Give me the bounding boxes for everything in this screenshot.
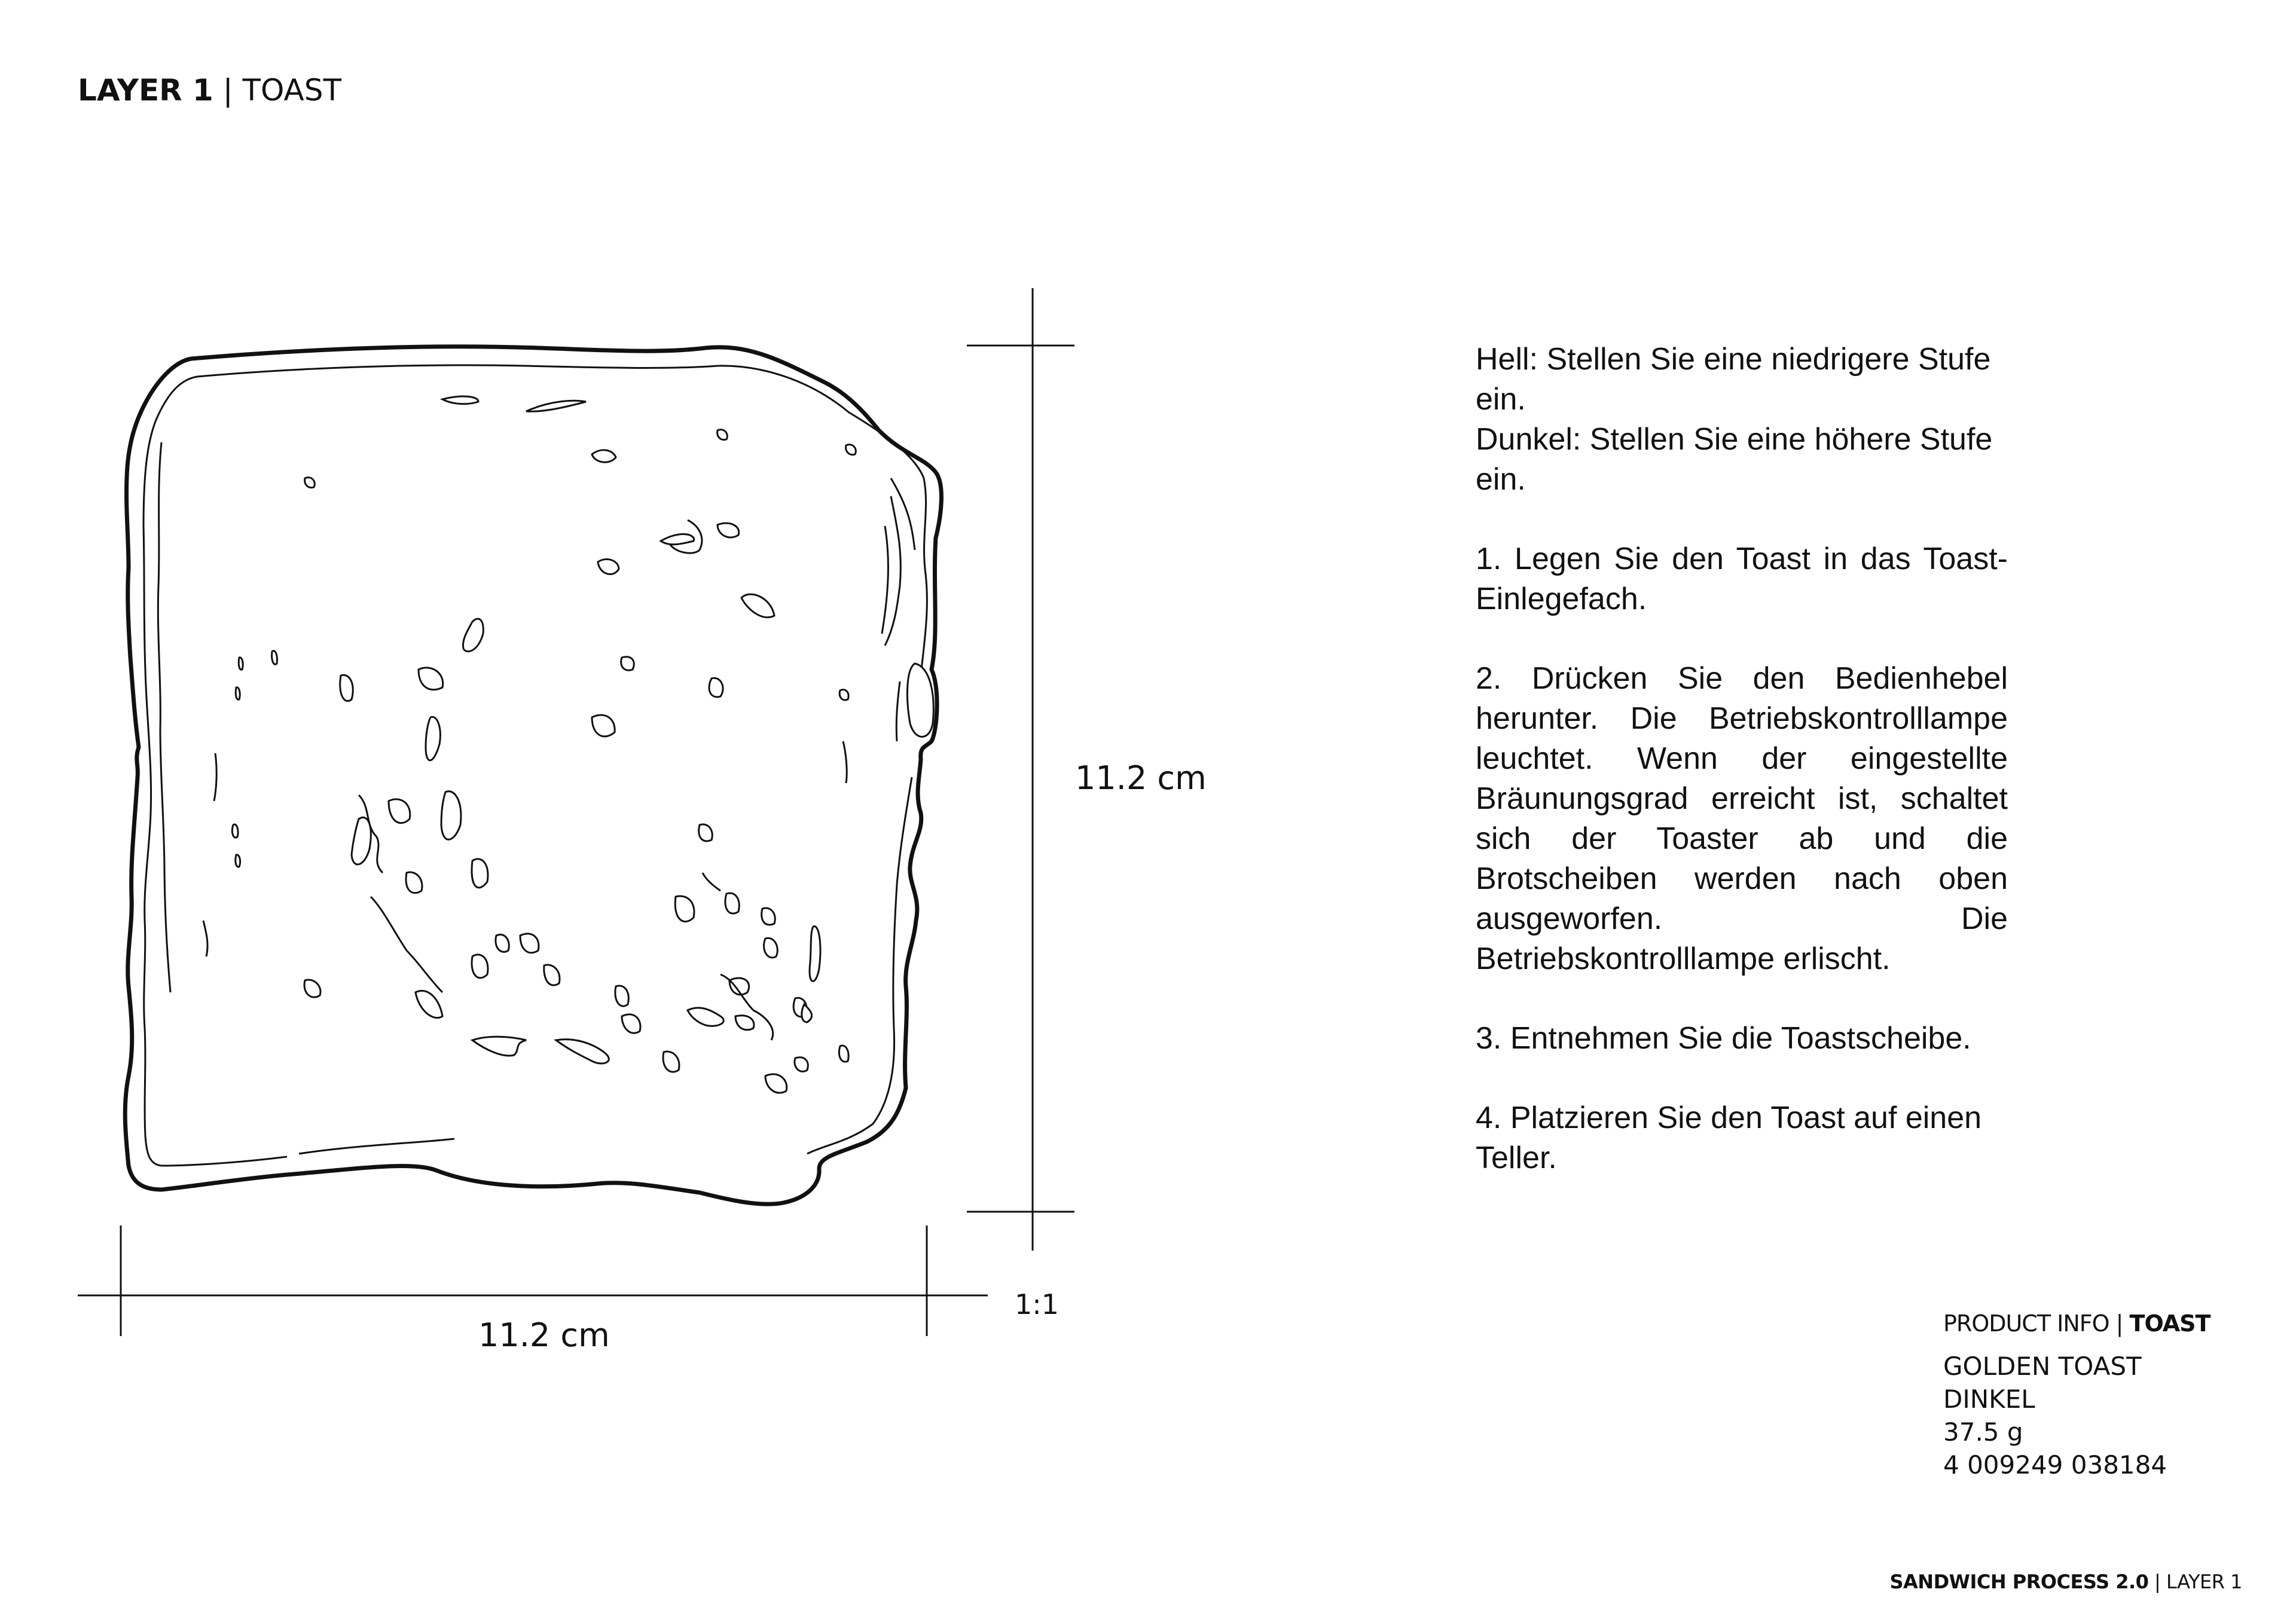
product-weight: 37.5 g bbox=[1943, 1417, 2023, 1447]
height-label: 11.2 cm bbox=[1075, 759, 1207, 797]
height-dimension bbox=[967, 288, 1074, 1251]
layer-label: LAYER 1 bbox=[78, 73, 213, 108]
product-info-separator: | bbox=[2115, 1310, 2123, 1337]
product-info bbox=[1943, 1310, 2210, 1481]
product-info-heading bbox=[1943, 1310, 2210, 1337]
footer-project: SANDWICH PROCESS 2.0 bbox=[1889, 1570, 2149, 1593]
step-3: 3. Entnehmen Sie die Toastscheibe. bbox=[1476, 1021, 1971, 1056]
product-name: GOLDEN TOAST bbox=[1943, 1352, 2142, 1381]
instructions-block bbox=[1476, 340, 2008, 1218]
item-label: TOAST bbox=[242, 73, 342, 108]
product-barcode: 4 009249 038184 bbox=[1943, 1450, 2167, 1480]
width-label: 11.2 cm bbox=[478, 1316, 610, 1354]
footer-layer: LAYER 1 bbox=[2166, 1570, 2242, 1593]
step-1: 1. Legen Sie den Toast in das Toast-Einlegefach. bbox=[1476, 542, 2008, 616]
scale-label: 1:1 bbox=[1015, 1288, 1060, 1321]
step-4: 4. Platzieren Sie den Toast auf einen Teller. bbox=[1476, 1101, 1982, 1175]
title-separator: | bbox=[222, 73, 233, 108]
step-2: 2. Drücken Sie den Bedienhebel herunter. Die Betriebskontrolllampe leuchtet. Wenn der eingestellte Bräunungsgrad erreicht ist, schaltet sich der Toaster ab und die Brotscheiben werden nach oben ausgeworfen. Die Betriebskontrolllampe erlischt. bbox=[1476, 661, 2008, 976]
toast-outline bbox=[125, 347, 941, 1205]
product-info-category: TOAST bbox=[2129, 1310, 2210, 1337]
footer-separator: | bbox=[2154, 1570, 2161, 1593]
setting-dark: Dunkel: Stellen Sie eine höhere Stufe ein. bbox=[1476, 422, 1993, 497]
footer bbox=[1889, 1570, 2242, 1593]
product-variety: DINKEL bbox=[1943, 1384, 2035, 1414]
product-info-title: PRODUCT INFO bbox=[1943, 1310, 2109, 1337]
setting-light: Hell: Stellen Sie eine niedrigere Stufe ein. bbox=[1476, 342, 1991, 417]
